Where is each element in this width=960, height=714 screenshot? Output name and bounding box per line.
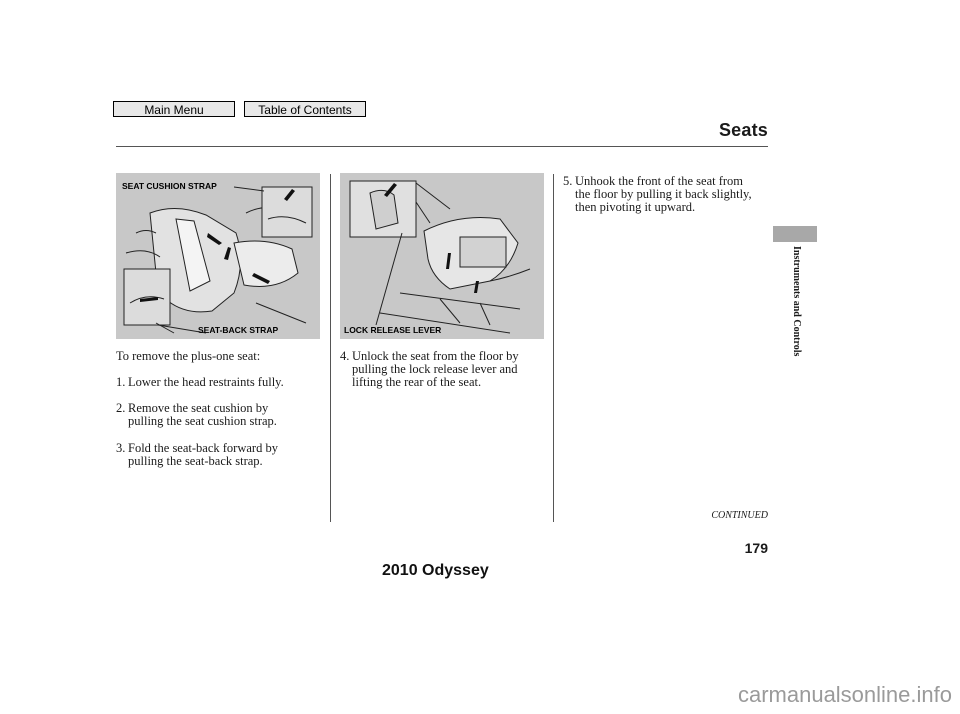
header-rule [116, 146, 768, 147]
step-2-line-2: pulling the seat cushion strap. [128, 414, 277, 428]
seat-cushion-strap-label: SEAT CUSHION STRAP [122, 181, 217, 191]
step-3-line-1: Fold the seat-back forward by [128, 441, 278, 455]
step-4-line-1: Unlock the seat from the floor by [352, 349, 519, 363]
step-4-number: 4. [340, 349, 350, 363]
column-divider-1 [330, 174, 331, 522]
step-1-line-1: Lower the head restraints fully. [128, 375, 284, 389]
step-1-number: 1. [116, 375, 126, 389]
lock-release-lever-label: LOCK RELEASE LEVER [344, 325, 442, 335]
step-2-number: 2. [116, 401, 126, 415]
steps-intro: To remove the plus-one seat: [116, 349, 261, 363]
step-3-line-2: pulling the seat-back strap. [128, 454, 263, 468]
step-3 [116, 442, 278, 468]
lock-release-illustration [340, 173, 544, 339]
column-divider-2 [553, 174, 554, 522]
step-5-number: 5. [563, 174, 573, 188]
model-name: 2010 Odyssey [382, 562, 489, 579]
seat-back-strap-label: SEAT-BACK STRAP [198, 325, 279, 335]
seat-strap-illustration [116, 173, 320, 339]
step-2 [116, 402, 277, 428]
page-title: Seats [718, 120, 768, 140]
step-4-line-3: lifting the rear of the seat. [352, 375, 482, 389]
step-3-number: 3. [116, 441, 126, 455]
step-4 [340, 350, 519, 389]
step-5 [563, 175, 752, 214]
step-2-line-1: Remove the seat cushion by [128, 401, 269, 415]
section-side-label [788, 246, 806, 376]
step-5-line-2: the floor by pulling it back slightly, [575, 187, 752, 201]
seat-strap-drawing [116, 173, 320, 339]
step-5-line-3: then pivoting it upward. [575, 200, 696, 214]
main-menu-button[interactable]: Main Menu [113, 101, 235, 117]
step-4-line-2: pulling the lock release lever and [352, 362, 518, 376]
step-1 [116, 376, 284, 389]
section-side-label-text: Instruments and Controls [791, 246, 802, 357]
section-tab-marker [773, 226, 817, 242]
page-number: 179 [744, 540, 768, 556]
step-5-line-1: Unhook the front of the seat from [575, 174, 744, 188]
lock-release-drawing [340, 173, 544, 339]
continued-label: CONTINUED [711, 510, 768, 521]
watermark: carmanualsonline.info [737, 682, 952, 707]
table-of-contents-button[interactable]: Table of Contents [244, 101, 366, 117]
